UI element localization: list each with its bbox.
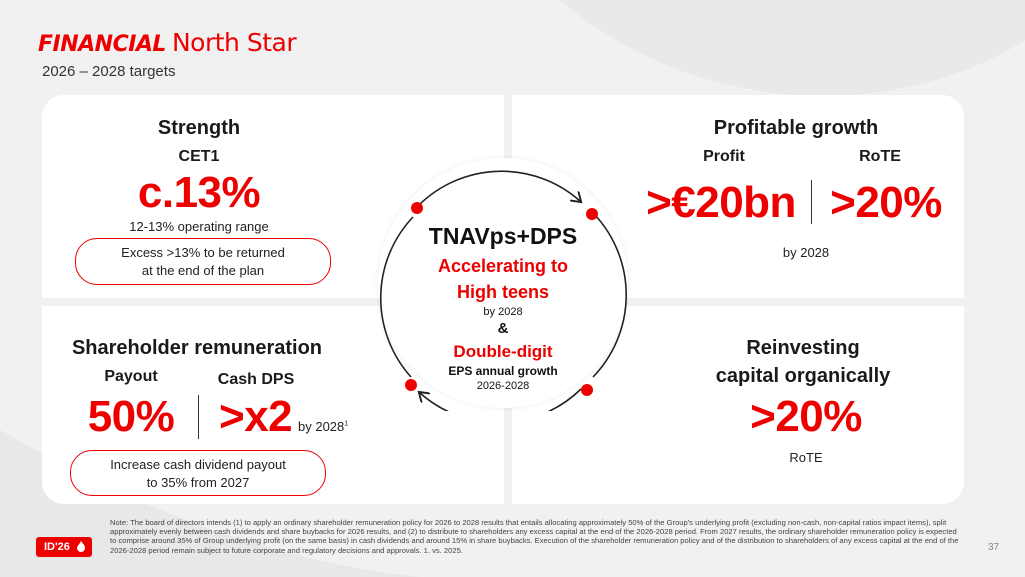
title-financial: FINANCIAL <box>38 32 166 57</box>
center-red-line3: Double-digit <box>453 342 553 361</box>
strength-metric: CET1 <box>178 148 220 165</box>
strength-heading: Strength <box>157 117 241 139</box>
cycle-dot-bottom-left <box>405 379 417 391</box>
growth-value-rote: >20% <box>830 178 942 227</box>
cycle-dot-top-right <box>586 208 598 220</box>
cycle-arc-right <box>593 215 626 377</box>
remuneration-by-footnote: 1 <box>344 420 349 428</box>
strength-note-pill <box>75 238 331 285</box>
growth-by: by 2028 <box>782 245 830 260</box>
remuneration-value-payout: 50% <box>87 392 175 441</box>
strength-note-line1: Excess >13% to be returned <box>121 245 285 260</box>
cycle-arc-bottom <box>420 389 581 411</box>
reinvest-heading-line1: Reinvesting <box>746 337 860 359</box>
remuneration-value-dps: >x2 <box>219 392 293 441</box>
footnote: Note: The board of directors intends (1) to apply an ordinary shareholder remuneration policy for 2026 to 2028 results that entails allocating approximately 50% of the Group's underlying profit (excluding non-cash, non-capital ratios impact items), split approximately evenly between cash dividends and share buybacks for 2026 results, and (2) to distribute to shareholders any excess capital at the end of the 2026-2028 period. From 2027 results, the ordinary shareholder remuneration policy is expected to comprise around 35% of Group underlying profit (on the same basis) in cash dividends and around 15% in share buybacks. Execution of the shareholder remuneration policy and of the distribution to shareholders of any excess capital at the end of the 2026-2028 period remain subject to future corporate and regulatory decisions and approvals. 1. vs. 2025. <box>110 518 959 555</box>
growth-divider <box>811 180 812 224</box>
remuneration-divider <box>198 395 199 439</box>
flame-icon <box>76 541 86 553</box>
center-cycle <box>375 155 631 411</box>
center-red-line2: High teens <box>456 282 550 302</box>
remuneration-note-line2: to 35% from 2027 <box>146 475 250 490</box>
cycle-arc-left <box>381 217 413 377</box>
remuneration-label-dps: Cash DPS <box>217 371 295 388</box>
strength-note-line2: at the end of the plan <box>141 263 265 278</box>
reinvest-value: >20% <box>750 392 862 441</box>
cycle-arc-top <box>419 171 580 205</box>
center-years: 2026-2028 <box>476 380 530 392</box>
reinvest-label: RoTE <box>789 450 823 465</box>
title-north-star: North Star <box>171 28 297 57</box>
growth-heading: Profitable growth <box>713 117 879 139</box>
growth-value-profit: >€20bn <box>646 178 796 227</box>
remuneration-heading: Shareholder remuneration <box>71 337 323 359</box>
cycle-dot-bottom-right <box>581 384 593 396</box>
center-red-line1: Accelerating to <box>437 256 569 276</box>
remuneration-note-line1: Increase cash dividend payout <box>110 457 286 472</box>
center-amp: & <box>497 320 509 337</box>
page-number: 37 <box>988 542 1000 553</box>
center-by: by 2028 <box>483 306 523 318</box>
strength-value: c.13% <box>137 168 261 217</box>
remuneration-by-text: by 2028 <box>298 419 345 434</box>
page-subtitle: 2026 – 2028 targets <box>42 63 176 80</box>
remuneration-label-payout: Payout <box>104 368 158 385</box>
strength-range: 12-13% operating range <box>129 219 269 234</box>
center-title: TNAVps+DPS <box>428 223 578 249</box>
remuneration-note-pill <box>70 450 326 496</box>
center-eps: EPS annual growth <box>448 364 558 378</box>
event-logo <box>36 537 92 557</box>
cycle-dot-top-left <box>411 202 423 214</box>
growth-label-profit: Profit <box>703 148 745 165</box>
page-title <box>38 28 296 58</box>
growth-label-rote: RoTE <box>859 148 901 165</box>
remuneration-by <box>298 419 348 434</box>
event-logo-text: ID'26 <box>44 541 70 553</box>
reinvest-heading-line2: capital organically <box>715 365 891 387</box>
